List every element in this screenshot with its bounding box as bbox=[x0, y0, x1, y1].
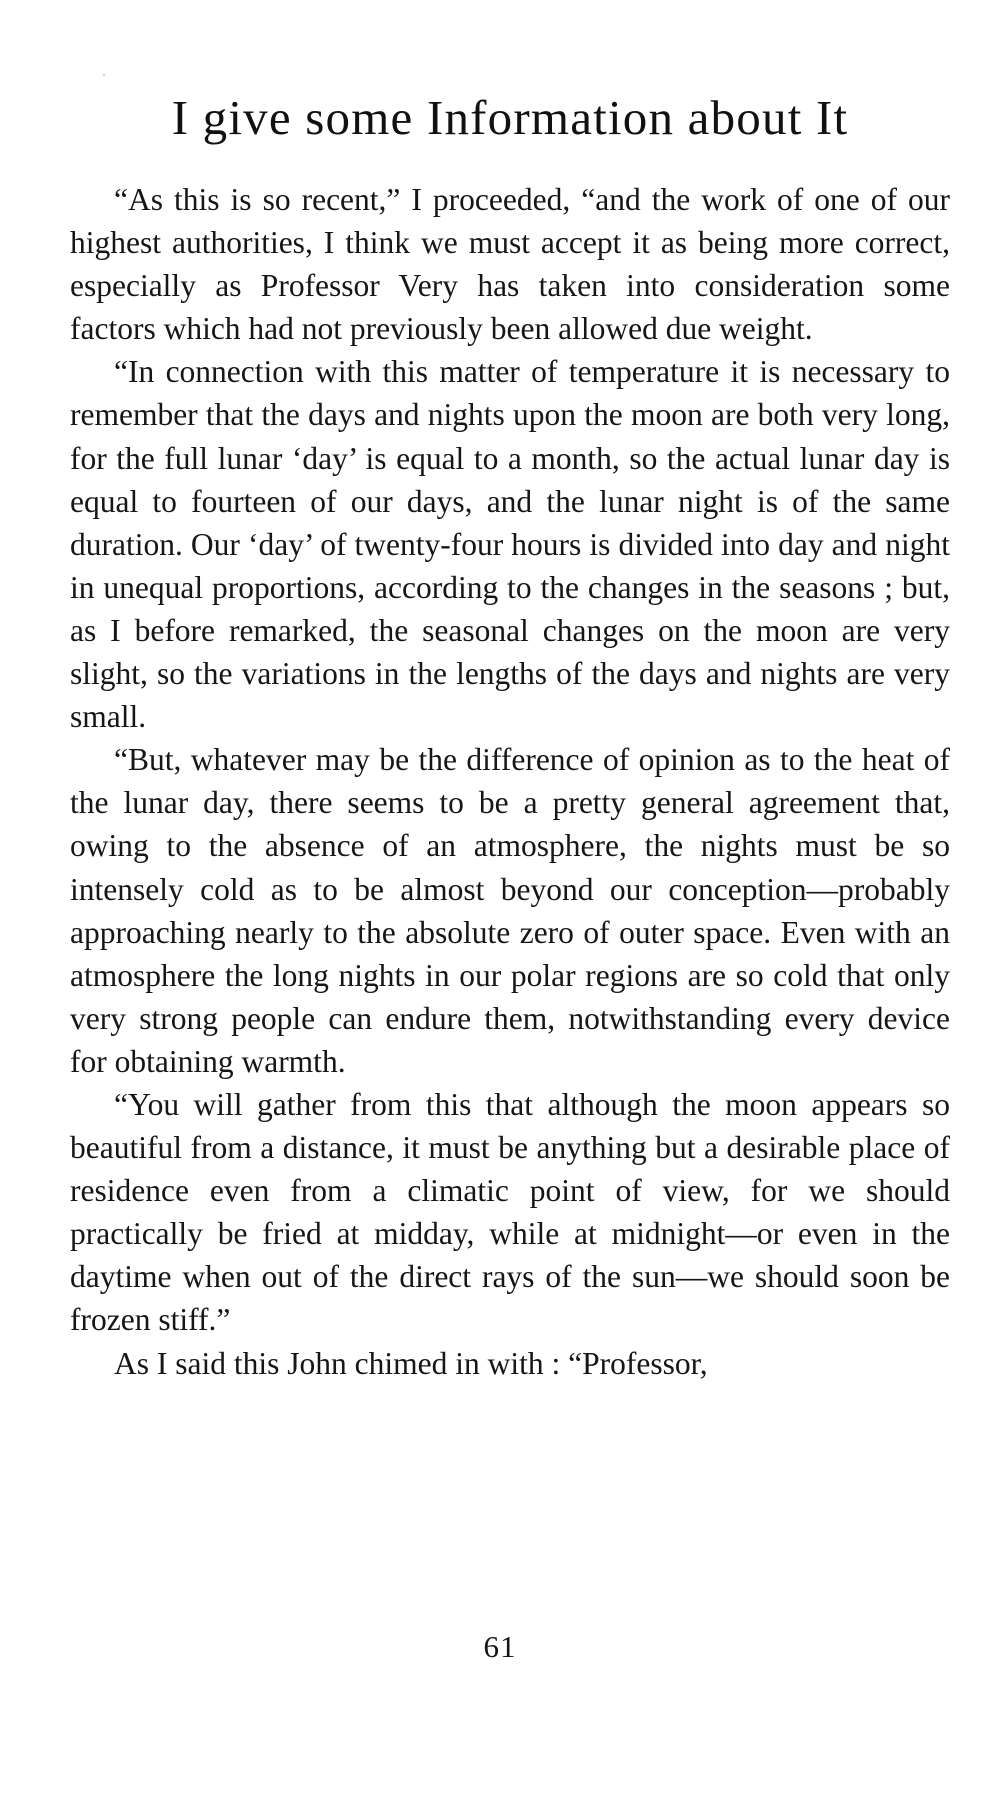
paragraph-1: “As this is so recent,” I proceeded, “and the work of one of our highest authorities, I think we must accept it as being more correct, especially as Professor Very has taken into consideration some factors which had not previously been allowed due weight. bbox=[70, 182, 950, 347]
body-text bbox=[70, 178, 950, 1385]
paragraph-5: As I said this John chimed in with : “Professor, bbox=[114, 1345, 708, 1381]
paragraph-3: “But, whatever may be the difference of opinion as to the heat of the lunar day, there seems to be a pretty general agreement that, owing to the absence of an atmosphere, the nights must be so intensely cold as to be almost beyond our conception—probably approaching nearly to the absolute zero of outer space. Even with an atmosphere the long nights in our polar regions are so cold that only very strong people can endure them, notwithstanding every device for obtaining warmth. bbox=[70, 742, 950, 1079]
paragraph-4: “You will gather from this that although the moon appears so beautiful from a distance, it must be anything but a desirable place of residence even from a climatic point of view, for we should practically be fried at midday, while at midnight—or even in the daytime when out of the direct rays of the sun—we should soon be frozen stiff.” bbox=[70, 1086, 950, 1338]
paper-speck bbox=[103, 74, 105, 76]
page-number: 61 bbox=[483, 1629, 517, 1664]
running-head-title: I give some Information about It bbox=[171, 90, 849, 145]
paragraph-2: “In connection with this matter of temperature it is necessary to remember that the days and nights upon the moon are both very long, for the full lunar ‘day’ is equal to a month, so the actual lunar day is equal to fourteen of our days, and the lunar night is of the same duration. Our ‘day’ of twenty-four hours is divided into day and night in unequal proportions, according to the changes in the seasons ; but, as I before remarked, the seasonal changes on the moon are very slight, so the variations in the lengths of the days and nights are very small. bbox=[70, 354, 950, 735]
